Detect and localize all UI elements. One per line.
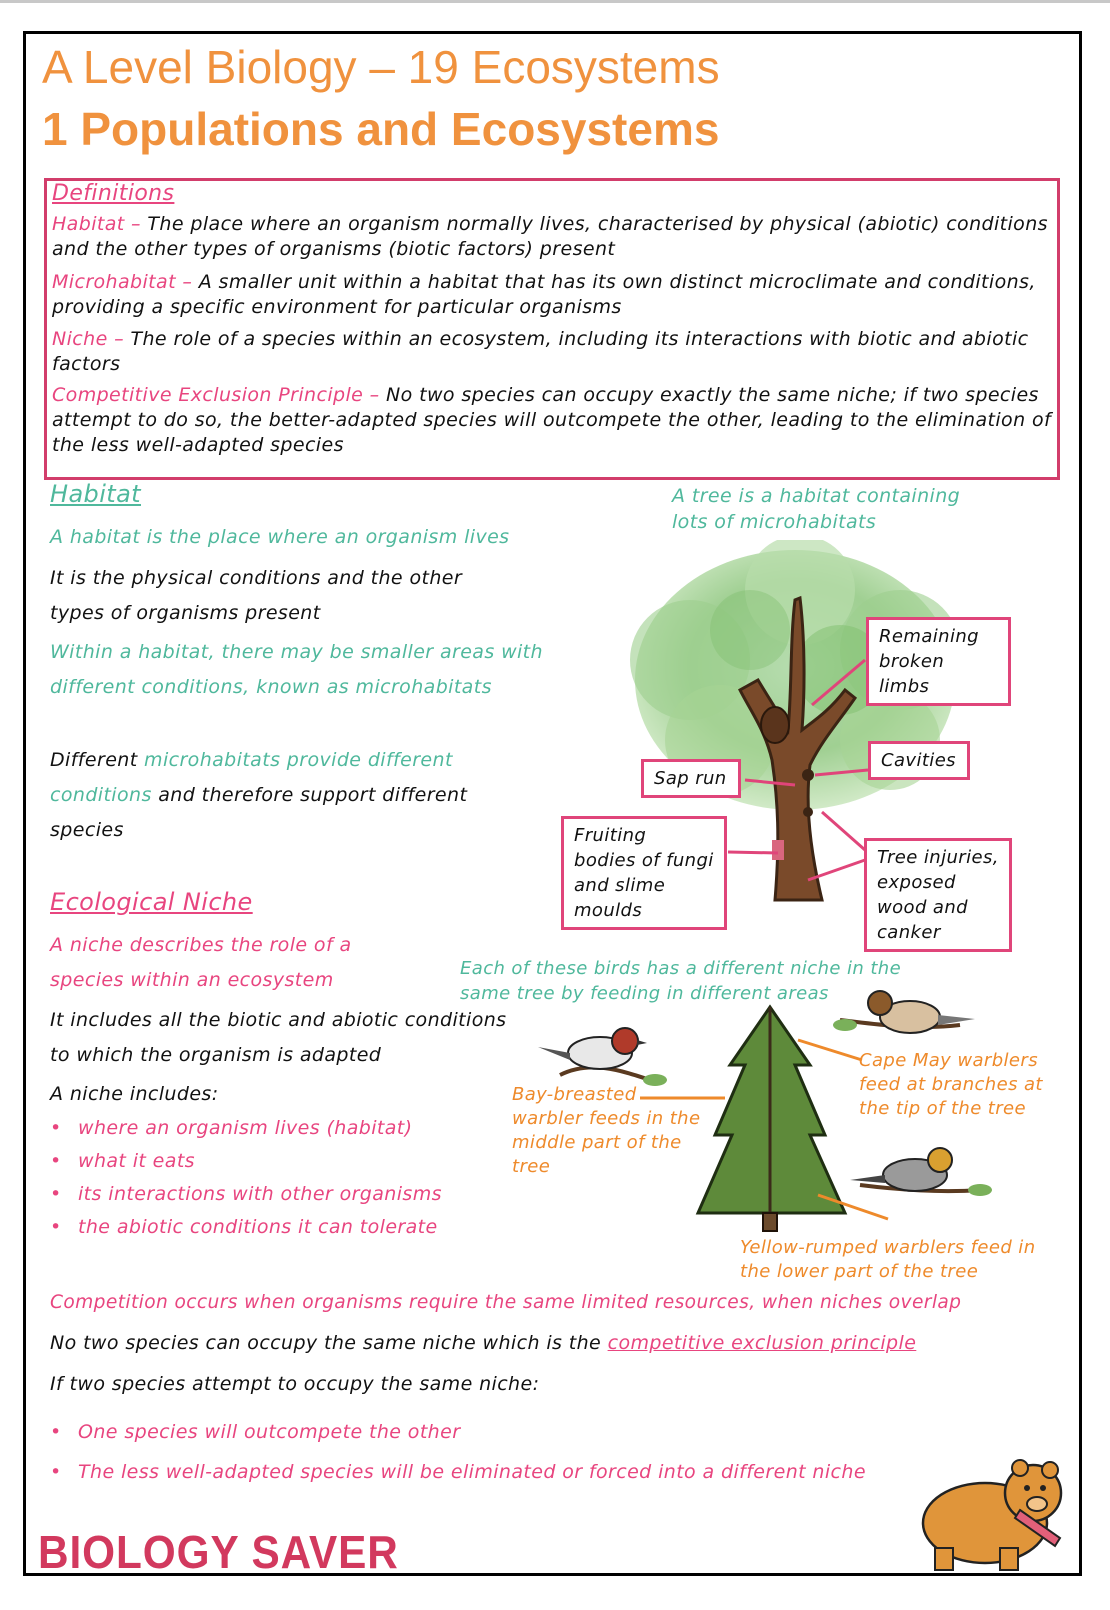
niche-list bbox=[50, 1112, 500, 1244]
definition-text: No two species can occupy exactly the same niche; if two species attempt to do so, the better-adapted species will outcompete the other, leading to the elimination of the less well-adapted species bbox=[52, 384, 1052, 456]
habitat-heading: Habitat bbox=[50, 480, 141, 508]
definition-competitive-exclusion bbox=[52, 383, 1052, 458]
list-item: • One species will outcompete the other bbox=[50, 1412, 950, 1452]
label-yellow-rumped: Yellow-rumped warblers feed in the lower part of the tree bbox=[740, 1237, 1036, 1282]
biology-saver-logo: BIOLOGY SAVER bbox=[38, 1526, 399, 1578]
habitat-p3: Within a habitat, there may be smaller areas with different conditions, known as microhabitats bbox=[50, 641, 543, 698]
list-item: • its interactions with other organisms bbox=[50, 1178, 500, 1211]
cape-may-warbler-drawing bbox=[833, 991, 975, 1033]
definition-habitat bbox=[52, 212, 1052, 262]
niche-p1: A niche describes the role of a species within an ecosystem bbox=[50, 934, 352, 991]
habitat-p4-a: Different bbox=[50, 749, 138, 771]
niche-p2: It includes all the biotic and abiotic conditions to which the organism is adapted bbox=[50, 1009, 507, 1066]
competition-p2 bbox=[50, 1332, 1060, 1354]
tree-caption: A tree is a habitat containing lots of microhabitats bbox=[672, 485, 961, 533]
habitat-p1: A habitat is the place where an organism lives bbox=[50, 526, 510, 548]
page-title: A Level Biology – 19 Ecosystems bbox=[42, 41, 720, 93]
definition-text: The place where an organism normally lives, characterised by physical (abiotic) conditions and the other types of organisms (biotic factors) present bbox=[52, 213, 1048, 260]
competition-p2-text: No two species can occupy the same niche which is the bbox=[50, 1332, 602, 1354]
definition-niche bbox=[52, 327, 1052, 377]
definition-term: Competitive Exclusion Principle – bbox=[52, 384, 380, 406]
definition-term: Habitat – bbox=[52, 213, 141, 235]
label-cape-may: Cape May warblers feed at branches at the tip of the tree bbox=[859, 1050, 1043, 1119]
page-subtitle: 1 Populations and Ecosystems bbox=[42, 103, 720, 155]
label-cavities: Cavities bbox=[868, 741, 970, 780]
competition-p3: If two species attempt to occupy the same niche: bbox=[50, 1373, 540, 1395]
competitive-exclusion-link[interactable]: competitive exclusion principle bbox=[607, 1332, 917, 1354]
birds-caption: Each of these birds has a different niche in the same tree by feeding in different areas bbox=[460, 958, 902, 1004]
list-item: • what it eats bbox=[50, 1145, 500, 1178]
list-item: • where an organism lives (habitat) bbox=[50, 1112, 500, 1145]
definition-text: The role of a species within an ecosystem, including its interactions with biotic and abiotic factors bbox=[52, 328, 1029, 375]
habitat-p4-b: microhabitats provide different conditions bbox=[50, 749, 453, 806]
label-sap-run: Sap run bbox=[641, 759, 741, 798]
bay-breasted-warbler-drawing bbox=[538, 1028, 667, 1086]
habitat-p4 bbox=[50, 743, 520, 848]
habitat-p4-c: and therefore support different species bbox=[50, 784, 468, 841]
definition-text: A smaller unit within a habitat that has its own distinct microclimate and conditions, providing a specific environment for particular organisms bbox=[52, 271, 1036, 318]
definition-microhabitat bbox=[52, 270, 1052, 320]
bear-illustration bbox=[915, 1448, 1075, 1573]
habitat-p2: It is the physical conditions and the other types of organisms present bbox=[50, 567, 463, 624]
definition-term: Microhabitat – bbox=[52, 271, 193, 293]
competition-list bbox=[50, 1412, 950, 1492]
label-bay-breasted: Bay-breasted warbler feeds in the middle part of the tree bbox=[512, 1084, 701, 1177]
definitions-heading: Definitions bbox=[52, 181, 175, 206]
definition-term: Niche – bbox=[52, 328, 125, 350]
competition-p1: Competition occurs when organisms require the same limited resources, when niches overlap bbox=[50, 1292, 962, 1313]
top-rule bbox=[0, 0, 1110, 3]
label-broken-limbs: Remaining broken limbs bbox=[866, 617, 1011, 706]
label-fruiting-bodies: Fruiting bodies of fungi and slime moulds bbox=[561, 816, 727, 930]
label-tree-injuries: Tree injuries, exposed wood and canker bbox=[864, 838, 1012, 952]
list-item: • The less well-adapted species will be eliminated or forced into a different niche bbox=[50, 1452, 950, 1492]
yellow-rumped-warbler-drawing bbox=[850, 1148, 992, 1196]
niche-heading: Ecological Niche bbox=[50, 888, 253, 916]
niche-p3: A niche includes: bbox=[50, 1083, 219, 1105]
list-item: • the abiotic conditions it can tolerate bbox=[50, 1211, 500, 1244]
